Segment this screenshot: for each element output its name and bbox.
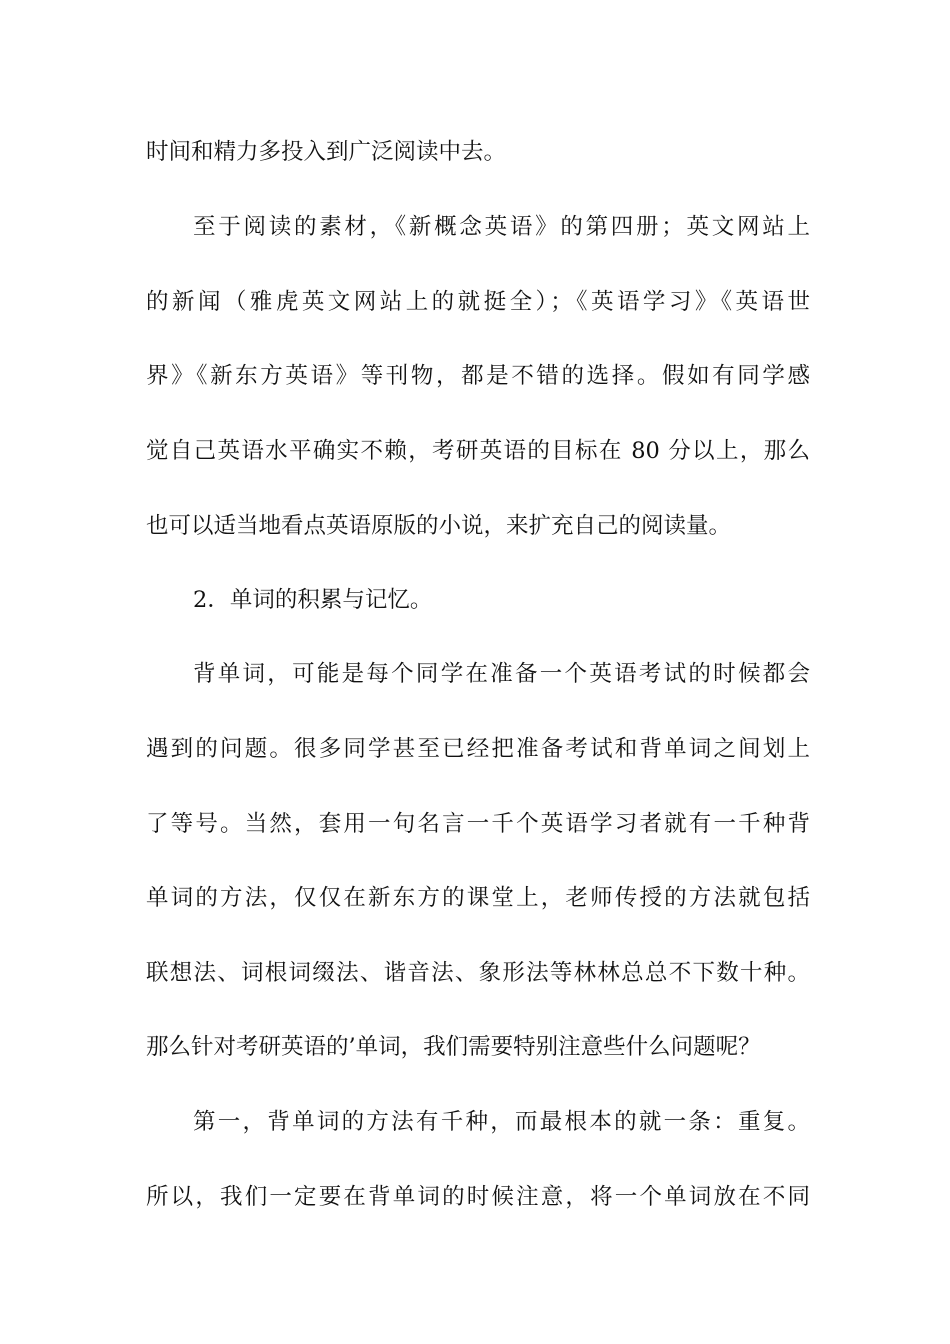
section-heading: 2．单词的积累与记忆。	[193, 587, 433, 613]
paragraph-line: 了等号。当然，套用一句名言一千个英语学习者就有一千种背	[146, 811, 810, 837]
paragraph-line: 背单词，可能是每个同学在准备一个英语考试的时候都会	[193, 661, 810, 687]
paragraph-line: 遇到的问题。很多同学甚至已经把准备考试和背单词之间划上	[146, 736, 810, 762]
paragraph-line: 至于阅读的素材，《新概念英语》的第四册；英文网站上	[193, 214, 810, 240]
paragraph-line: 时间和精力多投入到广泛阅读中去。	[146, 139, 507, 165]
paragraph-line: 第一，背单词的方法有千种，而最根本的就一条：重复。	[193, 1109, 810, 1135]
paragraph-line: 的新闻（雅虎英文网站上的就挺全）；《英语学习》《英语世	[146, 289, 810, 315]
paragraph-line: 联想法、词根词缀法、谐音法、象形法等林林总总不下数十种。	[146, 960, 810, 986]
paragraph-line: 那么针对考研英语的’单词，我们需要特别注意些什么问题呢？	[146, 1034, 761, 1060]
paragraph-line: 所以，我们一定要在背单词的时候注意，将一个单词放在不同	[146, 1184, 810, 1210]
paragraph-line: 单词的方法，仅仅在新东方的课堂上，老师传授的方法就包括	[146, 885, 810, 911]
paragraph-line: 觉自己英语水平确实不赖，考研英语的目标在 80 分以上，那么	[146, 438, 810, 464]
paragraph-line: 也可以适当地看点英语原版的小说，来扩充自己的阅读量。	[146, 513, 732, 539]
paragraph-line: 界》《新东方英语》等刊物，都是不错的选择。假如有同学感	[146, 363, 810, 389]
